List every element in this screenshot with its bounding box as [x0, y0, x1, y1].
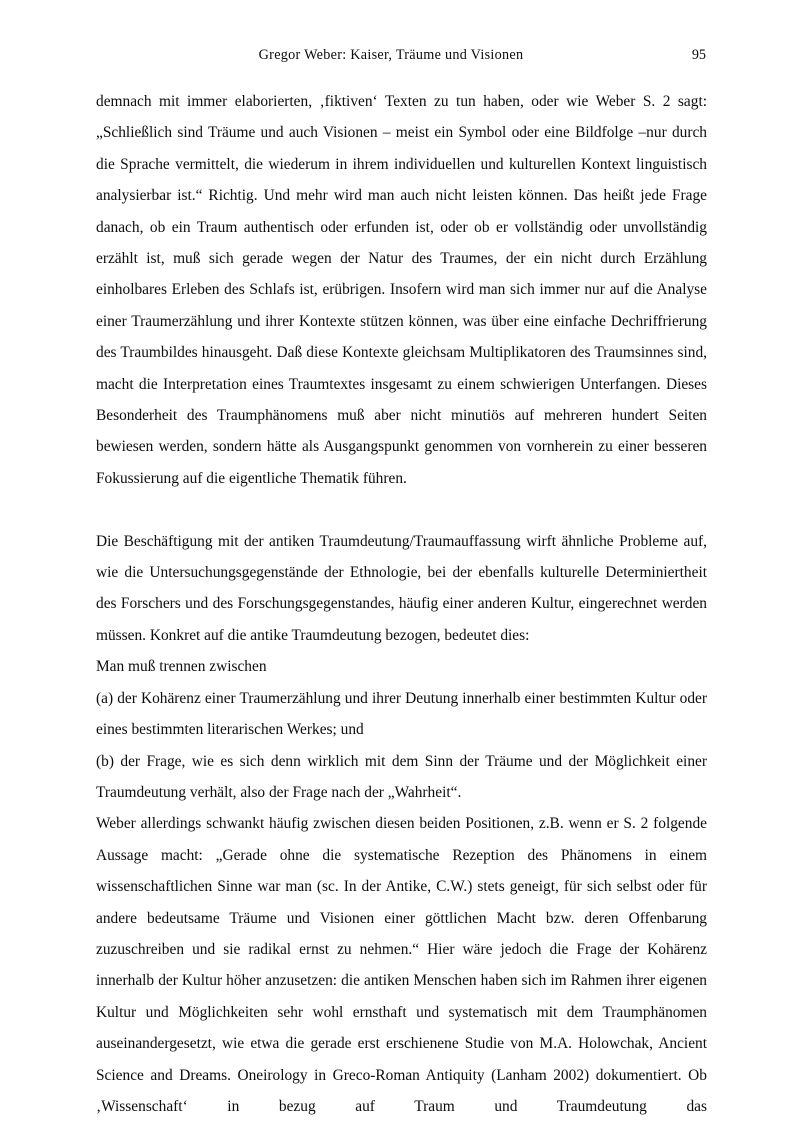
list-item-b: (b) der Frage, wie es sich denn wirklich mit dem Sinn der Träume und der Möglichkeit einer Traumdeutung verhält, also der Frage nach der „Wahrheit“. — [96, 752, 707, 801]
paragraph-2: Die Beschäftigung mit der antiken Traumdeutung/Traumauffassung wirft ähnliche Probleme auf, wie die Untersuchungsgegenstände der Ethnologie, bei der ebenfalls kulturelle Determiniertheit des Forschers und des Forschungsgegenstandes, häufig einer anderen Kultur, eingerechnet werden müssen. Konkret auf die antike Traumdeutung bezogen, bedeutet dies: — [96, 532, 707, 644]
paragraph-gap — [96, 494, 707, 525]
paragraph-1: demnach mit immer elaborierten, ‚fiktiven‘ Texten zu tun haben, oder wie Weber S. 2 sagt: „Schließlich sind Träume und auch Visionen – meist ein Symbol oder eine Bildfolge –nur durch die Sprache vermittelt, die wiederum in ihrem individuellen und kulturellen Kontext linguistisch analysierbar ist.“ Richtig. Und mehr wird man auch nicht leisten können. Das heißt jede Frage danach, ob ein Traum authentisch oder erfunden ist, oder ob er vollständig oder unvollständig erzählt ist, muß sich gerade wegen der Natur des Traumes, der ein nicht durch Erzählung einholbares Erleben des Schlafs ist, erübrigen. Insofern wird man sich immer nur auf die Analyse einer Traumerzählung und ihrer Kontexte stützen können, was über eine einfache Dechriffrierung des Traumbildes hinausgeht. Daß diese Kontexte gleichsam Multiplikatoren des Traumsinnes sind, macht die Interpretation eines Traumtextes insgesamt zu einem schwierigen Unterfangen. Dieses Besonderheit des Traumphänomens muß aber nicht minutiös auf mehreren hundert Seiten bewiesen werden, sondern hätte als Ausgangspunkt genommen von vornherein zu einer besseren Fokussierung auf die eigentliche Thematik führen. — [96, 93, 707, 487]
paragraph-4: Weber allerdings schwankt häufig zwischen diesen beiden Positionen, z.B. wenn er S. 2 folgende Aussage macht: „Gerade ohne die systematische Rezeption des Phänomens in einem wissenschaftlichen Sinne war man (sc. In der Antike, C.W.) stets geneigt, für sich selbst oder für andere bedeutsame Träume und Visionen einer göttlichen Macht bzw. deren Offenbarung zuzuschreiben und sie radikal ernst zu nehmen.“ Hier wäre jedoch die Frage der Kohärenz innerhalb der Kultur höher anzusetzen: die antiken Menschen haben sich im Rahmen ihrer eigenen Kultur und Möglichkeiten sehr wohl ernsthaft und systematisch mit dem Traumphänomen auseinandergesetzt, wie etwa die gerade erst erschienene Studie von M.A. Holowchak, Ancient Science and Dreams. Oneirology in Greco-Roman Antiquity (Lanham 2002) dokumentiert. Ob ‚Wissenschaft‘ in bezug auf Traum und Traumdeutung das — [96, 815, 707, 1115]
page-header — [96, 45, 706, 67]
page-number: 95 — [691, 47, 706, 63]
running-head-title: Gregor Weber: Kaiser, Träume und Visionen — [258, 47, 524, 63]
list-item-a: (a) der Kohärenz einer Traumerzählung und ihrer Deutung innerhalb einer bestimmten Kultur oder eines bestimmten literarischen Werkes; und — [96, 689, 707, 739]
paragraph-3: Man muß trennen zwischen — [96, 658, 267, 676]
body-text-block — [96, 86, 707, 1122]
